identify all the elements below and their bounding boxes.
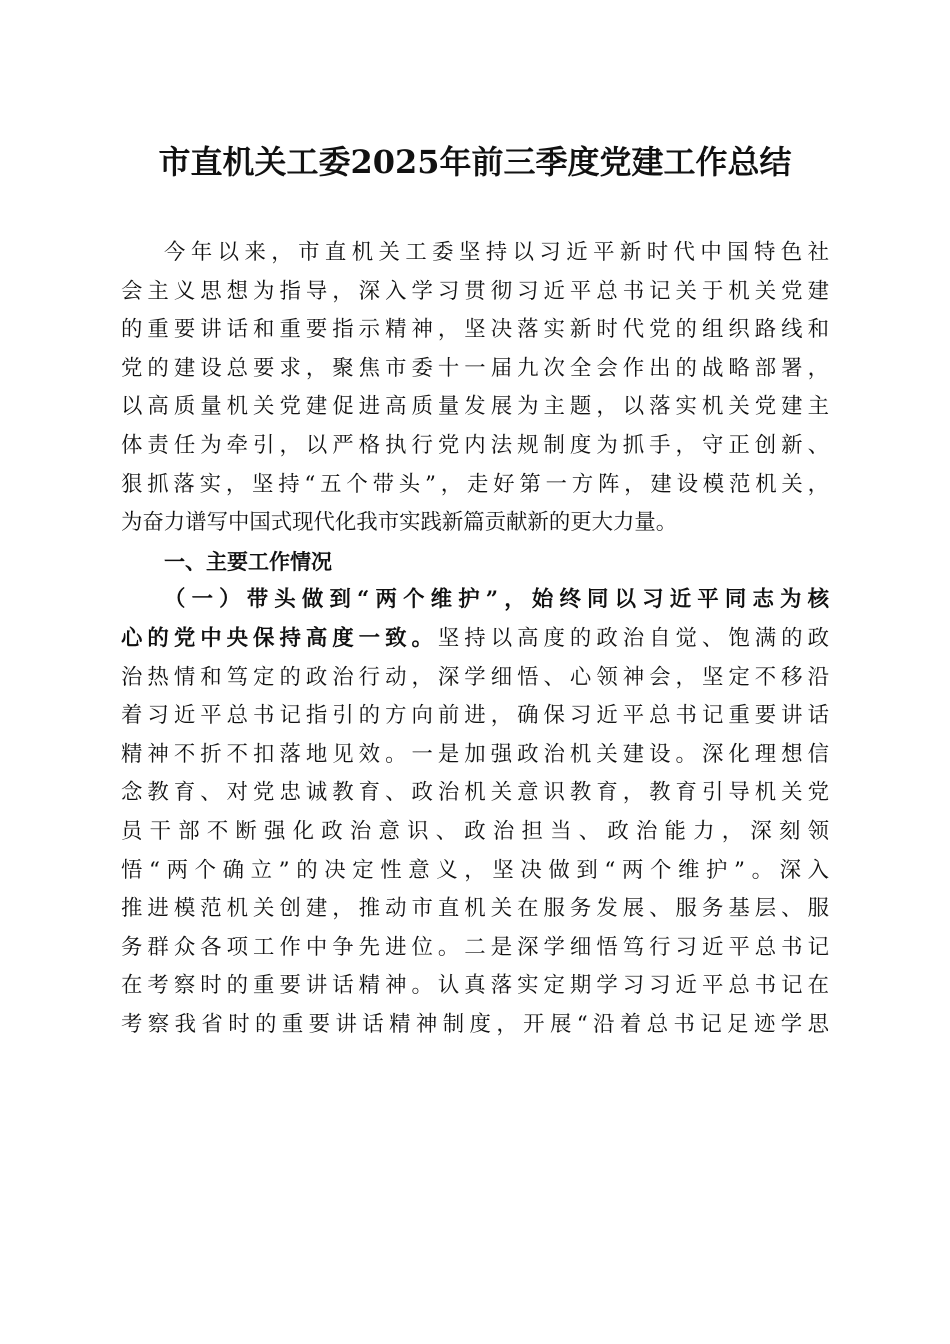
paragraph-line: 着习近平总书记指引的方向前进，确保习近平总书记重要讲话	[121, 703, 829, 729]
paragraph-line: 悟“两个确立”的决定性意义，坚决做到“两个维护”。深入	[121, 857, 829, 883]
paragraph-line: 推进模范机关创建，推动市直机关在服务发展、服务基层、服	[121, 896, 829, 922]
paragraph-line: 治热情和笃定的政治行动，深学细悟、心领神会，坚定不移沿	[121, 664, 829, 690]
paragraph-line: 精神不折不扣落地见效。一是加强政治机关建设。深化理想信	[121, 741, 829, 767]
section-heading: 一、主要工作情况	[164, 549, 332, 574]
paragraph-text: 坚持以高度的政治自觉、饱满的政	[437, 625, 829, 651]
paragraph-line: 狠抓落实，坚持“五个带头”，走好第一方阵，建设模范机关，	[121, 471, 829, 497]
subsection-heading-continued	[121, 620, 829, 659]
paragraph-line: 为奋力谱写中国式现代化我市实践新篇贡献新的更大力量。	[121, 510, 678, 536]
subsection-heading: （一）带头做到“两个维护”，始终同以习近平同志为核	[164, 587, 829, 613]
paragraph-line: 在考察时的重要讲话精神。认真落实定期学习习近平总书记在	[121, 973, 829, 999]
paragraph-line: 念教育、对党忠诚教育、政治机关意识教育，教育引导机关党	[121, 780, 829, 806]
paragraph-line: 务群众各项工作中争先进位。二是深学细悟笃行习近平总书记	[121, 934, 829, 960]
paragraph-line: 党的建设总要求，聚焦市委十一届九次全会作出的战略部署，	[121, 355, 829, 381]
paragraph-line: 的重要讲话和重要指示精神，坚决落实新时代党的组织路线和	[121, 317, 829, 343]
subsection-heading-end: 心的党中央保持高度一致。	[121, 625, 438, 651]
document-body	[121, 234, 829, 1044]
paragraph-line: 以高质量机关党建促进高质量发展为主题，以落实机关党建主	[121, 394, 829, 420]
paragraph-line: 考察我省时的重要讲话精神制度，开展“沿着总书记足迹学思	[121, 1011, 829, 1037]
paragraph-line: 会主义思想为指导，深入学习贯彻习近平总书记关于机关党建	[121, 278, 829, 304]
paragraph-line: 体责任为牵引，以严格执行党内法规制度为抓手，守正创新、	[121, 432, 829, 458]
paragraph-line: 员干部不断强化政治意识、政治担当、政治能力，深刻领	[121, 818, 829, 844]
document-title: 市直机关工委2025年前三季度党建工作总结	[158, 143, 792, 181]
paragraph-line: 今年以来，市直机关工委坚持以习近平新时代中国特色社	[164, 240, 829, 265]
